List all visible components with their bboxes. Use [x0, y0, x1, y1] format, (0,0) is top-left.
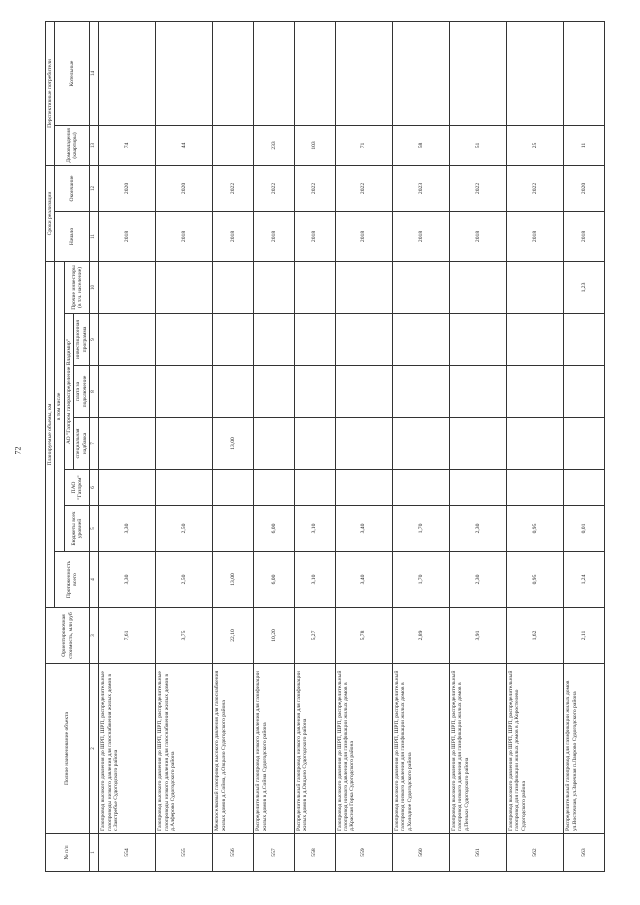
special-fee-cell — [507, 418, 564, 470]
pao-cell — [564, 470, 605, 506]
end-year-cell: 2022 — [507, 165, 564, 211]
invest-program-cell — [213, 314, 254, 366]
start-year-cell: 2018 — [392, 211, 449, 261]
boilers-cell — [449, 21, 506, 125]
invest-program-cell — [564, 314, 605, 366]
table-row — [156, 21, 213, 871]
table-row — [392, 21, 449, 871]
table-row — [99, 21, 156, 871]
table-row — [449, 21, 506, 871]
connection-fee-cell — [156, 366, 213, 418]
cost-cell: 3,75 — [156, 608, 213, 664]
header-start: Начало — [55, 211, 90, 261]
row-number: 561 — [449, 834, 506, 872]
header-other: Прочие инвесторы (в т.ч. население) — [64, 261, 89, 313]
header-fee: плата за подключение — [74, 366, 90, 418]
cost-cell: 7,61 — [99, 608, 156, 664]
column-numbers-row — [90, 21, 99, 871]
special-fee-cell: 13,00 — [213, 418, 254, 470]
invest-program-cell — [449, 314, 506, 366]
pao-cell — [507, 470, 564, 506]
table-row — [294, 21, 335, 871]
boilers-cell — [335, 21, 392, 125]
pao-cell — [449, 470, 506, 506]
boilers-cell — [507, 21, 564, 125]
households-cell: 25 — [507, 125, 564, 165]
budget-cell: 3,40 — [335, 506, 392, 552]
length-cell: 13,00 — [213, 552, 254, 608]
start-year-cell: 2018 — [564, 211, 605, 261]
cost-cell: 5,78 — [335, 608, 392, 664]
connection-fee-cell — [294, 366, 335, 418]
connection-fee-cell — [335, 366, 392, 418]
boilers-cell — [156, 21, 213, 125]
connection-fee-cell — [449, 366, 506, 418]
end-year-cell: 2022 — [213, 165, 254, 211]
other-investors-cell — [392, 261, 449, 313]
other-investors-cell — [294, 261, 335, 313]
invest-program-cell — [156, 314, 213, 366]
length-cell: 1,70 — [392, 552, 449, 608]
end-year-cell: 2022 — [449, 165, 506, 211]
end-year-cell: 2022 — [254, 165, 295, 211]
col-number: 5 — [90, 506, 99, 552]
object-name: Распределительный газопровод для газификации жилых домов ул.Восточная, ул.Заречная п.Лаврово Судогодского района — [564, 664, 605, 834]
other-investors-cell — [254, 261, 295, 313]
end-year-cell: 2023 — [392, 165, 449, 211]
length-cell: 1,24 — [564, 552, 605, 608]
col-number: 7 — [90, 418, 99, 470]
invest-program-cell — [254, 314, 295, 366]
households-cell: 71 — [335, 125, 392, 165]
row-number: 562 — [507, 834, 564, 872]
cost-cell: 1,62 — [507, 608, 564, 664]
header-budget: Бюджеты всех уровней — [64, 506, 89, 552]
table-row — [335, 21, 392, 871]
pao-cell — [156, 470, 213, 506]
header-cost: Ориентировочная стоимость, млн руб — [46, 608, 90, 664]
end-year-cell: 2022 — [335, 165, 392, 211]
budget-cell: 0,95 — [507, 506, 564, 552]
households-cell — [213, 125, 254, 165]
row-number: 555 — [156, 834, 213, 872]
other-investors-cell — [449, 261, 506, 313]
cost-cell: 10,20 — [254, 608, 295, 664]
header-end: Окончание — [55, 165, 90, 211]
boilers-cell — [294, 21, 335, 125]
object-name: Газопровод высокого давления до ШРП, ШРП, распределительные газопроводы низкого давления для газоснабжения жилых домов в с.Заястребье Судогодского района — [99, 664, 156, 834]
other-investors-cell: 1,23 — [564, 261, 605, 313]
other-investors-cell — [335, 261, 392, 313]
special-fee-cell — [156, 418, 213, 470]
header-pao: ПАО "Газпром" — [64, 470, 89, 506]
header-incl: в том числе — [55, 261, 64, 551]
row-number: 563 — [564, 834, 605, 872]
boilers-cell — [564, 21, 605, 125]
object-name: Межпоселковый газопровод высокого давления для газоснабжения жилых домов д.Сойма, д.Овцыно Судогодского района — [213, 664, 254, 834]
col-number: 2 — [90, 664, 99, 834]
budget-cell: 3,30 — [99, 506, 156, 552]
object-name: Распределительный газопровод низкого давления для газификации жилых домов в д.Сойма Судогодского района — [254, 664, 295, 834]
row-number: 559 — [335, 834, 392, 872]
cost-cell: 5,27 — [294, 608, 335, 664]
other-investors-cell — [156, 261, 213, 313]
header-boilers: Котельные — [55, 21, 90, 125]
households-cell: 51 — [449, 125, 506, 165]
pao-cell — [99, 470, 156, 506]
object-name: Распределительный газопровод низкого давления для газификации жилых домов в д.Овцыно Судогодского района — [294, 664, 335, 834]
col-number: 3 — [90, 608, 99, 664]
header-no: № п/п — [46, 834, 90, 872]
end-year-cell: 2020 — [156, 165, 213, 211]
households-cell: 103 — [294, 125, 335, 165]
start-year-cell: 2018 — [449, 211, 506, 261]
start-year-cell: 2018 — [335, 211, 392, 261]
pao-cell — [392, 470, 449, 506]
row-number: 557 — [254, 834, 295, 872]
special-fee-cell — [294, 418, 335, 470]
col-number: 6 — [90, 470, 99, 506]
special-fee-cell — [392, 418, 449, 470]
col-number: 11 — [90, 211, 99, 261]
budget-cell: 2,50 — [156, 506, 213, 552]
length-cell: 6,00 — [254, 552, 295, 608]
households-cell: 58 — [392, 125, 449, 165]
budget-cell: 1,70 — [392, 506, 449, 552]
special-fee-cell — [254, 418, 295, 470]
col-number: 8 — [90, 366, 99, 418]
length-cell: 3,40 — [335, 552, 392, 608]
connection-fee-cell — [213, 366, 254, 418]
gas-pipeline-table — [45, 21, 605, 872]
length-cell: 3,10 — [294, 552, 335, 608]
cost-cell: 22,10 — [213, 608, 254, 664]
object-name: Газопровод высокого давления до ШРП, ШРП, распределительный газопровод низкого давления для газификации жилых домов в д.Холодное Судогодского района — [392, 664, 449, 834]
header-ao: АО "Газпром газораспределение Владимир" — [64, 314, 73, 470]
connection-fee-cell — [254, 366, 295, 418]
budget-cell — [213, 506, 254, 552]
budget-cell: 6,00 — [254, 506, 295, 552]
header-consumers: Перспективные потребители — [46, 21, 55, 165]
connection-fee-cell — [392, 366, 449, 418]
object-name: Газопровод высокого давления до ШРП, ШРП, распределительный газопровод низкого давления для газификации жилых домов в д.Пеньки Судогодского района — [449, 664, 506, 834]
length-cell: 2,30 — [449, 552, 506, 608]
col-number: 12 — [90, 165, 99, 211]
col-number: 13 — [90, 125, 99, 165]
pao-cell — [254, 470, 295, 506]
table-row — [254, 21, 295, 871]
start-year-cell: 2018 — [507, 211, 564, 261]
boilers-cell — [254, 21, 295, 125]
object-name: Газопровод высокого давления до ШРП, ШРП, распределительный газопровод низкого давления для газификации жилых домов в д.Красная Горка Судогодского района — [335, 664, 392, 834]
header-length: Протяженность всего — [55, 552, 90, 608]
header-planned: Планируемые объемы, км — [46, 261, 55, 607]
other-investors-cell — [213, 261, 254, 313]
pao-cell — [213, 470, 254, 506]
pao-cell — [294, 470, 335, 506]
start-year-cell: 2018 — [99, 211, 156, 261]
households-cell: 11 — [564, 125, 605, 165]
invest-program-cell — [335, 314, 392, 366]
special-fee-cell — [335, 418, 392, 470]
length-cell: 3,30 — [99, 552, 156, 608]
cost-cell: 3,91 — [449, 608, 506, 664]
special-fee-cell — [99, 418, 156, 470]
connection-fee-cell — [507, 366, 564, 418]
end-year-cell: 2020 — [564, 165, 605, 211]
connection-fee-cell — [564, 366, 605, 418]
col-number: 14 — [90, 21, 99, 125]
cost-cell: 2,89 — [392, 608, 449, 664]
object-name: Газопровод высокого давления до ШРП, ШРП, распределительный газопровод для газификации жилых домов в д.Коростелево Судогодского района — [507, 664, 564, 834]
special-fee-cell — [449, 418, 506, 470]
other-investors-cell — [507, 261, 564, 313]
budget-cell: 3,10 — [294, 506, 335, 552]
invest-program-cell — [392, 314, 449, 366]
col-number: 9 — [90, 314, 99, 366]
other-investors-cell — [99, 261, 156, 313]
header-name: Полное наименование объекта — [46, 664, 90, 834]
table-row — [507, 21, 564, 871]
invest-program-cell — [294, 314, 335, 366]
end-year-cell: 2020 — [99, 165, 156, 211]
page-number: 72 — [13, 446, 23, 455]
table-row — [213, 21, 254, 871]
households-cell: 44 — [156, 125, 213, 165]
header-invest: инвестиционная программа — [74, 314, 90, 366]
col-number: 4 — [90, 552, 99, 608]
households-cell: 74 — [99, 125, 156, 165]
length-cell: 2,50 — [156, 552, 213, 608]
header-terms: Сроки реализации — [46, 165, 55, 261]
invest-program-cell — [507, 314, 564, 366]
header-households: Домовладения (квартиры) — [55, 125, 90, 165]
length-cell: 0,95 — [507, 552, 564, 608]
row-number: 558 — [294, 834, 335, 872]
start-year-cell: 2018 — [294, 211, 335, 261]
invest-program-cell — [99, 314, 156, 366]
special-fee-cell — [564, 418, 605, 470]
households-cell: 233 — [254, 125, 295, 165]
start-year-cell: 2018 — [156, 211, 213, 261]
budget-cell: 2,30 — [449, 506, 506, 552]
boilers-cell — [213, 21, 254, 125]
boilers-cell — [392, 21, 449, 125]
col-number: 1 — [90, 834, 99, 872]
rotated-table-container — [45, 22, 605, 872]
cost-cell: 2,11 — [564, 608, 605, 664]
header-special: специальная надбавка — [74, 418, 90, 470]
boilers-cell — [99, 21, 156, 125]
pao-cell — [335, 470, 392, 506]
row-number: 554 — [99, 834, 156, 872]
col-number: 10 — [90, 261, 99, 313]
object-name: Газопровод высокого давления до ШРП, ШРП, распределительные газопроводы низкого давления для газоснабжения жилых домов в д.Алферово Судогодского района — [156, 664, 213, 834]
connection-fee-cell — [99, 366, 156, 418]
row-number: 560 — [392, 834, 449, 872]
start-year-cell: 2018 — [254, 211, 295, 261]
start-year-cell: 2018 — [213, 211, 254, 261]
end-year-cell: 2022 — [294, 165, 335, 211]
budget-cell: 0,01 — [564, 506, 605, 552]
table-row — [564, 21, 605, 871]
row-number: 556 — [213, 834, 254, 872]
